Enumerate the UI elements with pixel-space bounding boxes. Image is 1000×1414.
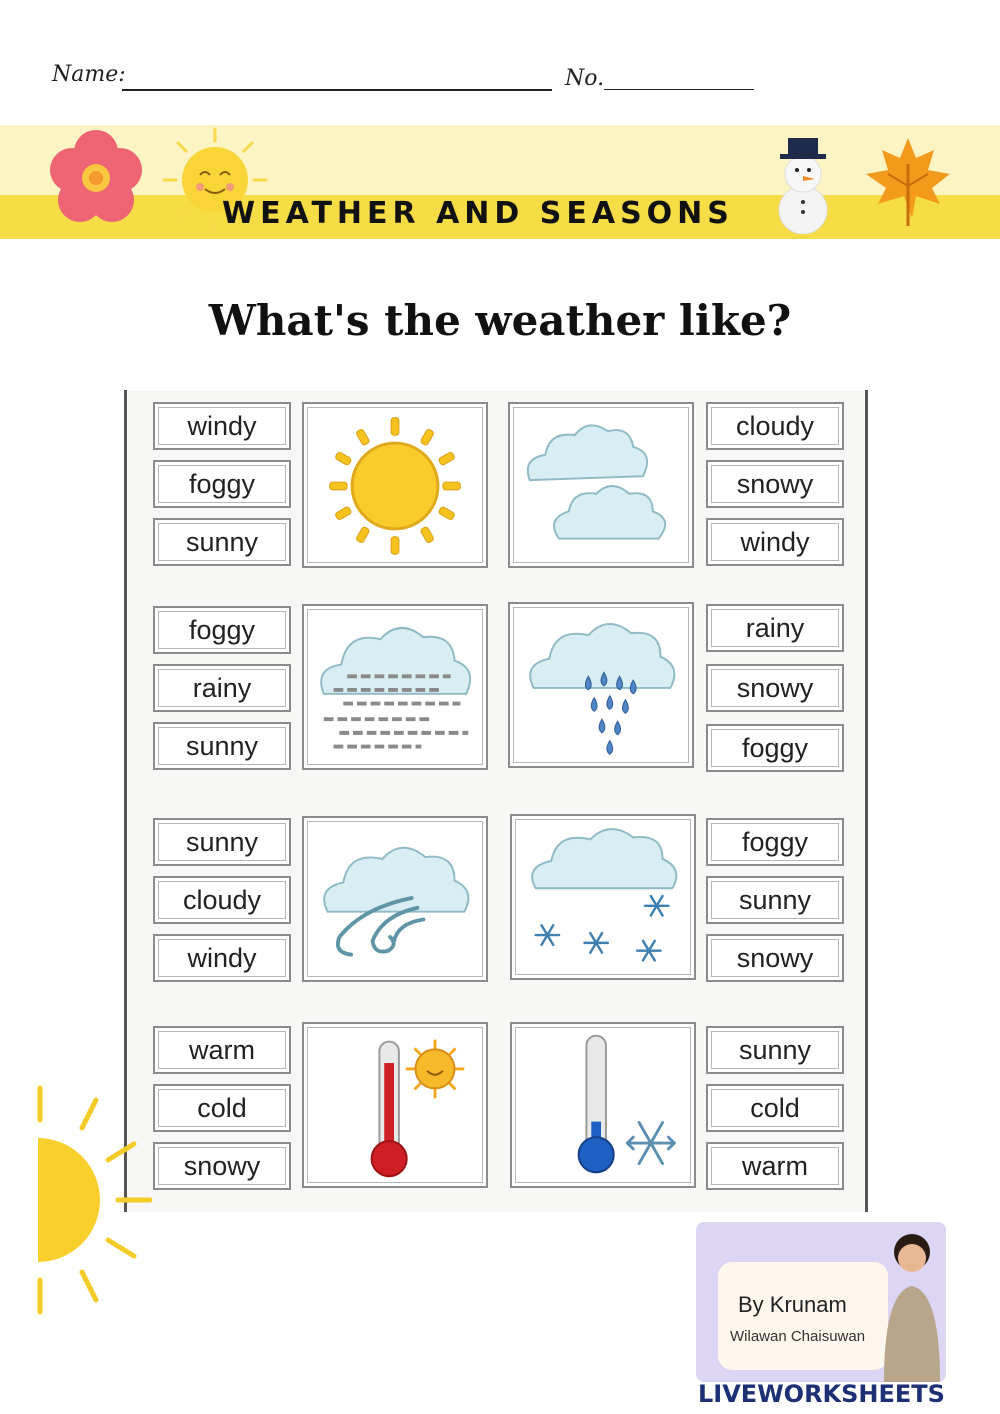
- option-sunny[interactable]: sunny: [153, 518, 291, 566]
- clouds-picture: [508, 402, 694, 568]
- option-foggy[interactable]: foggy: [706, 818, 844, 866]
- banner-title: WEATHER AND SEASONS: [222, 196, 734, 231]
- worksheet-question: What's the weather like?: [208, 296, 792, 345]
- fog-picture: [302, 604, 488, 770]
- option-cold[interactable]: cold: [153, 1084, 291, 1132]
- option-snowy[interactable]: snowy: [706, 934, 844, 982]
- rain-picture: [508, 602, 694, 768]
- number-label: No.: [565, 66, 605, 91]
- author-by: By Krunam: [738, 1292, 847, 1317]
- decorative-sun-icon: [0, 1080, 170, 1320]
- warm-picture: [302, 1022, 488, 1188]
- flower-icon: [46, 128, 146, 232]
- clouds-icon: [510, 404, 692, 566]
- option-warm[interactable]: warm: [706, 1142, 844, 1190]
- option-foggy[interactable]: foggy: [153, 460, 291, 508]
- option-snowy[interactable]: snowy: [706, 460, 844, 508]
- snow-cloud-icon: [512, 816, 694, 978]
- sun-icon: [304, 404, 486, 566]
- option-sunny[interactable]: sunny: [153, 722, 291, 770]
- name-label: Name:: [52, 62, 126, 87]
- snow-picture: [510, 814, 696, 980]
- author-avatar: [878, 1222, 946, 1382]
- maple-leaf-icon: [862, 134, 954, 230]
- option-sunny[interactable]: sunny: [153, 818, 291, 866]
- option-rainy[interactable]: rainy: [706, 604, 844, 652]
- name-field[interactable]: [122, 89, 552, 91]
- fog-cloud-icon: [304, 606, 486, 768]
- option-rainy[interactable]: rainy: [153, 664, 291, 712]
- wind-cloud-icon: [304, 818, 486, 980]
- author-full-name: Wilawan Chaisuwan: [730, 1328, 866, 1345]
- cold-thermometer-icon: [512, 1024, 694, 1186]
- cold-picture: [510, 1022, 696, 1188]
- option-windy[interactable]: windy: [153, 402, 291, 450]
- option-warm[interactable]: warm: [153, 1026, 291, 1074]
- snowman-icon: [768, 130, 838, 234]
- number-field[interactable]: [604, 89, 754, 90]
- sun-picture: [302, 402, 488, 568]
- option-cold[interactable]: cold: [706, 1084, 844, 1132]
- option-cloudy[interactable]: cloudy: [153, 876, 291, 924]
- option-windy[interactable]: windy: [706, 518, 844, 566]
- rain-cloud-icon: [510, 604, 692, 766]
- option-snowy[interactable]: snowy: [706, 664, 844, 712]
- banner-top: [0, 125, 1000, 195]
- option-sunny[interactable]: sunny: [706, 876, 844, 924]
- option-sunny[interactable]: sunny: [706, 1026, 844, 1074]
- option-foggy[interactable]: foggy: [153, 606, 291, 654]
- option-snowy[interactable]: snowy: [153, 1142, 291, 1190]
- warm-thermometer-icon: [304, 1024, 486, 1186]
- liveworksheets-logo[interactable]: LIVEWORKSHEETS: [698, 1380, 945, 1408]
- option-cloudy[interactable]: cloudy: [706, 402, 844, 450]
- author-badge: [696, 1222, 946, 1382]
- option-foggy[interactable]: foggy: [706, 724, 844, 772]
- option-windy[interactable]: windy: [153, 934, 291, 982]
- wind-picture: [302, 816, 488, 982]
